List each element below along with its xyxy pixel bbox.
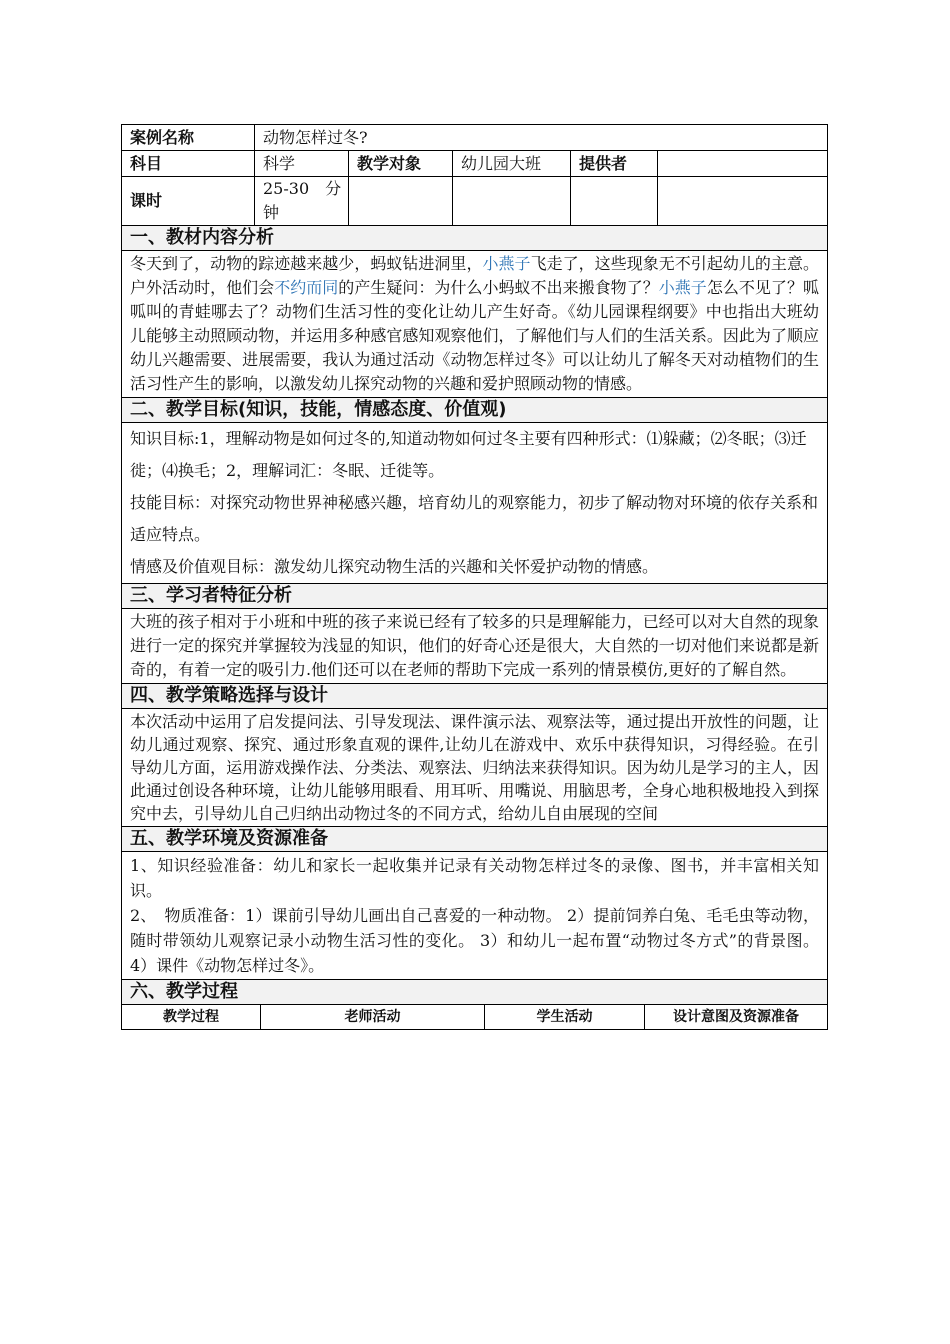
link-coincide[interactable]: 不约而同 [274,278,339,297]
provider-value [658,151,828,177]
empty-cell [658,177,828,226]
text-run: 飞走了，这些现象无不引起幼儿的主意。户外活动时，他们会 [130,254,819,297]
audience-label: 教学对象 [349,151,453,177]
empty-cell [349,177,453,226]
info-table [121,124,828,1005]
resource-item-2: 2、 物质准备：1）课前引导幼儿画出自己喜爱的一种动物。 2）提前饲养白兔、毛毛虫等动物，随时带领幼儿观察记录小动物生活习性的变化。 3）和幼儿一起布置“动物过冬方式”的背景图。 4）课件《动物怎样过冬》。 [130,906,819,975]
text-run: 的产生疑问：为什么小蚂蚁不出来搬食物了？ [338,278,659,297]
text-run: 冬天到了，动物的踪迹越来越少，蚂蚁钻进洞里， [130,254,483,273]
process-col-student: 学生活动 [485,1005,645,1030]
resource-item-1: 1、知识经验准备：幼儿和家长一起收集并记录有关动物怎样过冬的录像、图书，并丰富相关知识。 [130,856,819,900]
text-run: 怎么不见了？呱呱叫的青蛙哪去了？动物们生活习性的变化让幼儿产生好奇。《幼儿园课程纲要》中也指出大班幼儿能够主动照顾动物，并运用多种感官感知观察他们，了解他们与人们的生活关系。因此为了顺应幼儿兴趣需要、进展需要，我认为通过活动《动物怎样过冬》可以让幼儿了解冬天对动植物们的生活习性产生的影响，以激发幼儿探究动物的兴趣和爱护照顾动物的情感。 [130,278,819,393]
skill-objective: 技能目标：对探究动物世界神秘感兴趣，培育幼儿的观察能力，初步了解动物对环境的依存关系和适应特点。 [130,493,819,544]
case-name-label: 案例名称 [122,125,255,151]
objectives-block [122,423,828,584]
provider-label: 提供者 [571,151,658,177]
subject-label: 科目 [122,151,255,177]
section-title-content-analysis: 一、教材内容分析 [122,226,828,251]
emotion-objective: 情感及价值观目标：激发幼儿探究动物生活的兴趣和关怀爱护动物的情感。 [130,557,659,576]
process-col-teacher: 老师活动 [261,1005,485,1030]
knowledge-objective: 知识目标:1，理解动物是如何过冬的,知道动物如何过冬主要有四种形式：⑴躲藏；⑵冬眠；⑶迁徙；⑷换毛；2，理解词汇：冬眠、迁徙等。 [130,429,807,480]
duration-value: 25-30 分钟 [255,177,349,226]
audience-value: 幼儿园大班 [453,151,571,177]
resources-block [122,852,828,980]
section-title-learner-analysis: 三、学习者特征分析 [122,584,828,609]
link-swallow-2[interactable]: 小燕子 [658,278,707,297]
process-col-stage: 教学过程 [122,1005,261,1030]
content-analysis-text [122,251,828,398]
learner-analysis-text: 大班的孩子相对于小班和中班的孩子来说已经有了较多的只是理解能力，已经可以对大自然的现象进行一定的探究并掌握较为浅显的知识，他们的好奇心还是很大，大自然的一切对他们来说都是新奇的，有着一定的吸引力.他们还可以在老师的帮助下完成一系列的情景模仿,更好的了解自然。 [122,609,828,684]
lesson-plan-sheet [121,124,827,1030]
section-title-process: 六、教学过程 [122,980,828,1005]
empty-cell [453,177,571,226]
strategy-text: 本次活动中运用了启发提问法、引导发现法、课件演示法、观察法等，通过提出开放性的问题，让幼儿通过观察、探究、通过形象直观的课件,让幼儿在游戏中、欢乐中获得知识，习得经验。在引导幼儿方面，运用游戏操作法、分类法、观察法、归纳法来获得知识。因为幼儿是学习的主人，因此通过创设各种环境，让幼儿能够用眼看、用耳听、用嘴说、用脑思考，全身心地积极地投入到探究中去，引导幼儿自己归纳出动物过冬的不同方式，给幼儿自由展现的空间 [122,709,828,827]
section-title-objectives: 二、教学目标(知识，技能，情感态度、价值观) [122,398,828,423]
subject-value: 科学 [255,151,349,177]
process-header-table [121,1004,828,1030]
process-col-intent: 设计意图及资源准备 [645,1005,828,1030]
empty-cell [571,177,658,226]
link-swallow[interactable]: 小燕子 [482,254,531,273]
duration-label: 课时 [122,177,255,226]
case-name-value: 动物怎样过冬? [255,125,828,151]
section-title-strategy: 四、教学策略选择与设计 [122,684,828,709]
section-title-resources: 五、教学环境及资源准备 [122,827,828,852]
